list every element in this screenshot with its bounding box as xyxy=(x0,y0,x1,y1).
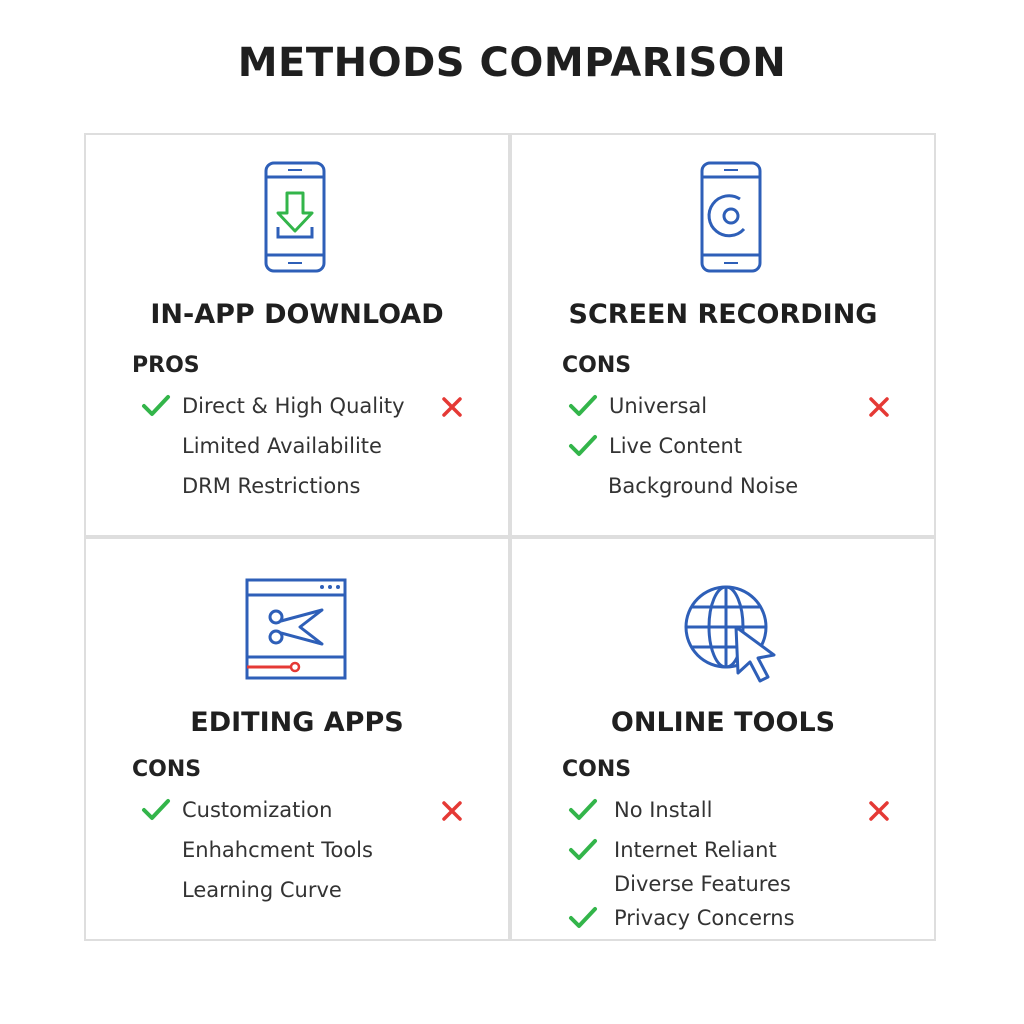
page-title: METHODS COMPARISON xyxy=(237,40,787,86)
card-heading: IN-APP DOWNLOAD xyxy=(150,299,444,330)
list-item: Enhahcment Tools xyxy=(182,838,373,862)
globe-cursor-icon xyxy=(682,583,782,687)
phone-download-icon xyxy=(262,161,328,275)
list-item: Limited Availabilite xyxy=(182,434,382,458)
list-item: Diverse Features xyxy=(614,872,791,896)
method-card-editing-apps xyxy=(84,537,510,941)
method-card-screen-recording xyxy=(510,133,936,537)
list-item: Background Noise xyxy=(608,474,799,498)
check-icon xyxy=(568,838,598,862)
method-card-in-app-download xyxy=(84,133,510,537)
section-label: PROS xyxy=(132,353,200,378)
cross-icon xyxy=(441,800,463,822)
check-icon xyxy=(568,798,598,822)
list-item: Privacy Concerns xyxy=(614,906,795,930)
cross-icon xyxy=(868,396,890,418)
section-label: CONS xyxy=(562,757,632,782)
list-item: Internet Reliant xyxy=(614,838,777,862)
check-icon xyxy=(568,906,598,930)
check-icon xyxy=(568,434,598,458)
section-label: CONS xyxy=(562,353,632,378)
section-label: CONS xyxy=(132,757,202,782)
scissors-video-icon xyxy=(244,577,348,681)
list-item: Live Content xyxy=(609,434,743,458)
list-item: Learning Curve xyxy=(182,878,342,902)
cross-icon xyxy=(868,800,890,822)
list-item: DRM Restrictions xyxy=(182,474,361,498)
check-icon xyxy=(141,798,171,822)
list-item: Universal xyxy=(609,394,708,418)
list-item: Direct & High Quality xyxy=(182,394,405,418)
card-heading: ONLINE TOOLS xyxy=(610,707,836,738)
check-icon xyxy=(568,394,598,418)
list-item: Customization xyxy=(182,798,333,822)
method-card-online-tools xyxy=(510,537,936,941)
list-item: No Install xyxy=(614,798,713,822)
phone-record-icon xyxy=(698,161,764,275)
card-heading: EDITING APPS xyxy=(190,707,404,738)
cross-icon xyxy=(441,396,463,418)
check-icon xyxy=(141,394,171,418)
card-heading: SCREEN RECORDING xyxy=(568,299,878,330)
